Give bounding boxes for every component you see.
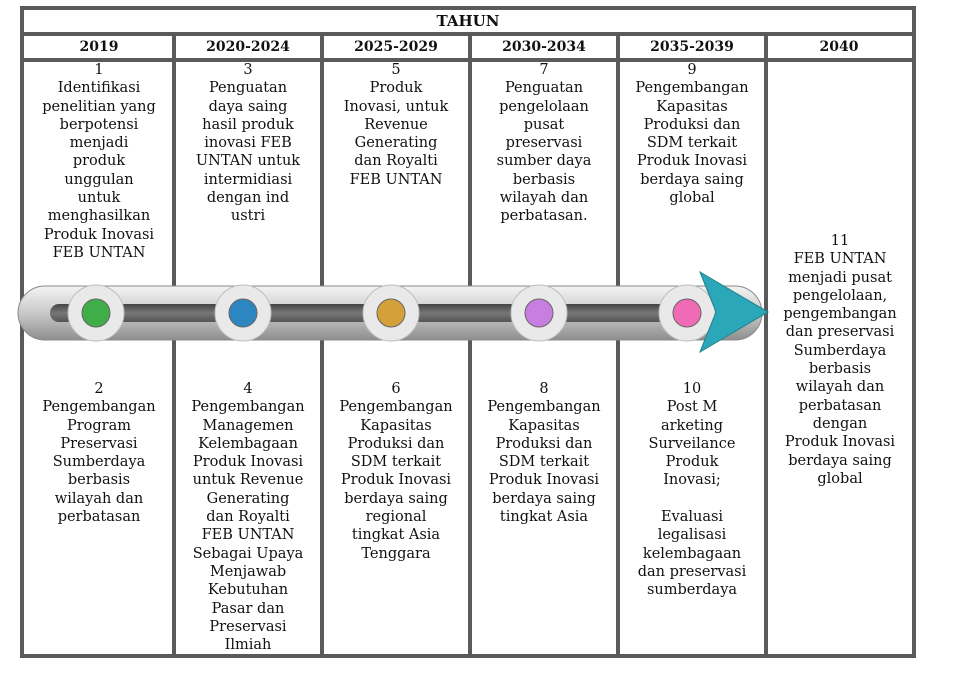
text-line: inovasi FEB: [204, 135, 292, 152]
text-line: UNTAN untuk: [195, 153, 301, 170]
text-line: wilayah dan: [499, 190, 589, 207]
text-line: Produk Inovasi: [784, 434, 896, 451]
text-line: dan Royalti: [354, 153, 438, 170]
text-line: Preservasi: [209, 618, 287, 635]
year-header-2035-2039: 2035-2039: [650, 39, 734, 55]
text-line: Inovasi, untuk: [343, 98, 449, 115]
milestone-9: 9 Pengembangan Kapasitas Produksi dan SDM terkait Produk Inovasi berdaya saing global: [620, 61, 764, 207]
text-line: FEB UNTAN: [349, 171, 443, 188]
text-line: Kapasitas: [656, 98, 728, 115]
text-line: Tenggara: [361, 545, 431, 562]
roadmap-table: [20, 6, 916, 658]
text-line: Managemen: [202, 417, 294, 434]
text-line: wilayah dan: [795, 379, 885, 396]
text-line: berbasis: [67, 472, 131, 489]
text-line: SDM terkait: [350, 454, 442, 471]
text-line: Sumberdaya: [793, 342, 887, 359]
text-line: berpotensi: [59, 116, 139, 133]
text-line: berdaya saing: [492, 490, 596, 507]
year-header-2030-2034: 2030-2034: [502, 39, 586, 55]
text-line: unggulan: [64, 171, 134, 188]
text-line: intermidiasi: [203, 171, 293, 188]
text-line: hasil produk: [202, 116, 294, 133]
text-line: legalisasi: [657, 527, 727, 544]
milestone-8: 8 Pengembangan Kapasitas Produksi dan SDM terkait Produk Inovasi berdaya saing tingkat Asia: [472, 380, 616, 526]
text-line: global: [669, 190, 715, 207]
text-line: daya saing: [208, 98, 288, 115]
text-line: Inovasi;: [663, 472, 721, 489]
year-header-2020-2024: 2020-2024: [206, 39, 290, 55]
text-line: Produk: [665, 454, 719, 471]
text-line: Produk Inovasi: [340, 472, 452, 489]
text-line: sumberdaya: [646, 582, 738, 599]
text-line: pengembangan: [783, 306, 897, 323]
text-line: SDM terkait: [498, 454, 590, 471]
text-line: Sumberdaya: [52, 454, 146, 471]
text-line: produk: [72, 153, 126, 170]
text-line: Produk Inovasi: [43, 226, 155, 243]
text-line: pengelolaan: [499, 98, 589, 115]
milestone-7: 7 Penguatan pengelolaan pusat preservasi sumber daya berbasis wilayah dan perbatasan.: [472, 61, 616, 226]
milestone-10: 10 Post M arketing Surveilance Produk Inovasi; Evaluasi legalisasi kelembagaan dan preservasi sumberdaya: [620, 380, 764, 600]
text-line: Pengembangan: [487, 399, 601, 416]
milestone-11: 11 FEB UNTAN menjadi pusat pengelolaan, pengembangan dan preservasi Sumberdaya berbasis wilayah dan perbatasan dengan Produk Inovasi berdaya saing global: [768, 232, 912, 488]
text-line: Kelembagaan: [198, 435, 298, 452]
text-line: Produk Inovasi: [488, 472, 600, 489]
text-line: preservasi: [505, 135, 583, 152]
text-line: menjadi: [69, 135, 129, 152]
milestone-6: 6 Pengembangan Kapasitas Produksi dan SDM terkait Produk Inovasi berdaya saing regional tingkat Asia Tenggara: [324, 380, 468, 563]
text-line: berdaya saing: [344, 490, 448, 507]
text-line: Produk Inovasi: [636, 153, 748, 170]
text-line: berbasis: [512, 171, 576, 188]
text-line: Sebagai Upaya: [192, 545, 304, 562]
text-line: FEB UNTAN: [793, 251, 887, 268]
text-line: wilayah dan: [54, 490, 144, 507]
milestone-2: 2 Pengembangan Program Preservasi Sumberdaya berbasis wilayah dan perbatasan: [26, 380, 172, 526]
milestone-5: 5 Produk Inovasi, untuk Revenue Generating dan Royalti FEB UNTAN: [324, 61, 468, 189]
text-line: Generating: [354, 135, 438, 152]
text-line: pengelolaan,: [792, 287, 888, 304]
table-title: TAHUN: [24, 10, 912, 36]
text-line: FEB UNTAN: [52, 244, 146, 261]
text-line: dengan: [812, 415, 868, 432]
text-line: dan preservasi: [637, 563, 747, 580]
text-line: perbatasan.: [500, 208, 588, 225]
milestone-1: 1 Identifikasi penelitian yang berpotensi menjadi produk unggulan untuk menghasilkan Produk Inovasi FEB UNTAN: [26, 61, 172, 262]
milestone-4: 4 Pengembangan Managemen Kelembagaan Produk Inovasi untuk Revenue Generating dan Royalti FEB UNTAN Sebagai Upaya Menjawab Kebutuhan Pasar dan Preservasi Ilmiah: [176, 380, 320, 654]
text-line: sumber daya: [496, 153, 592, 170]
year-header-2040: 2040: [819, 39, 859, 55]
text-line: Produksi dan: [347, 435, 445, 452]
text-line: untuk: [77, 190, 121, 207]
text-line: global: [817, 470, 863, 487]
text-line: ustri: [230, 208, 266, 225]
text-line: Produk Inovasi: [192, 454, 304, 471]
text-line: dengan ind: [206, 190, 290, 207]
text-line: tingkat Asia: [499, 509, 589, 526]
text-line: dan Royalti: [206, 509, 290, 526]
text-line: Post M: [666, 399, 718, 416]
text-line: Produksi dan: [643, 116, 741, 133]
text-line: menghasilkan: [47, 208, 151, 225]
text-line: dan preservasi: [785, 324, 895, 341]
text-line: SDM terkait: [646, 135, 738, 152]
text-line: Kapasitas: [508, 417, 580, 434]
text-line: Surveilance: [648, 435, 736, 452]
text-line: Evaluasi: [660, 509, 724, 526]
year-header-2025-2029: 2025-2029: [354, 39, 438, 55]
text-line: Pengembangan: [339, 399, 453, 416]
text-line: Pengembangan: [635, 80, 749, 97]
text-line: Penguatan: [208, 80, 288, 97]
milestone-3: 3 Penguatan daya saing hasil produk inovasi FEB UNTAN untuk intermidiasi dengan ind ustri: [176, 61, 320, 226]
text-line: penelitian yang: [42, 98, 156, 115]
text-line: FEB UNTAN: [201, 527, 295, 544]
text-line: tingkat Asia: [351, 527, 441, 544]
text-line: berdaya saing: [788, 452, 892, 469]
text-line: Preservasi: [60, 435, 138, 452]
text-line: Program: [66, 417, 132, 434]
text-line: Revenue: [364, 116, 428, 133]
text-line: Identifikasi: [57, 80, 141, 97]
text-line: untuk Revenue: [192, 472, 304, 489]
text-line: berbasis: [808, 361, 872, 378]
text-line: Pasar dan: [211, 600, 285, 617]
text-line: Produksi dan: [495, 435, 593, 452]
text-line: regional: [365, 509, 427, 526]
text-line: perbatasan: [798, 397, 882, 414]
year-header-2019: 2019: [79, 39, 119, 55]
text-line: Menjawab: [209, 563, 287, 580]
text-line: [620, 490, 764, 508]
text-line: arketing: [660, 417, 724, 434]
text-line: Penguatan: [504, 80, 584, 97]
text-line: Pengembangan: [42, 399, 156, 416]
text-line: Ilmiah: [224, 637, 272, 654]
text-line: Kapasitas: [360, 417, 432, 434]
text-line: menjadi pusat: [788, 269, 892, 286]
text-line: Produk: [369, 80, 423, 97]
text-line: pusat: [523, 116, 565, 133]
text-line: Kebutuhan: [207, 582, 289, 599]
text-line: perbatasan: [57, 509, 141, 526]
text-line: kelembagaan: [642, 545, 742, 562]
text-line: Generating: [206, 490, 290, 507]
text-line: berdaya saing: [640, 171, 744, 188]
text-line: Pengembangan: [191, 399, 305, 416]
